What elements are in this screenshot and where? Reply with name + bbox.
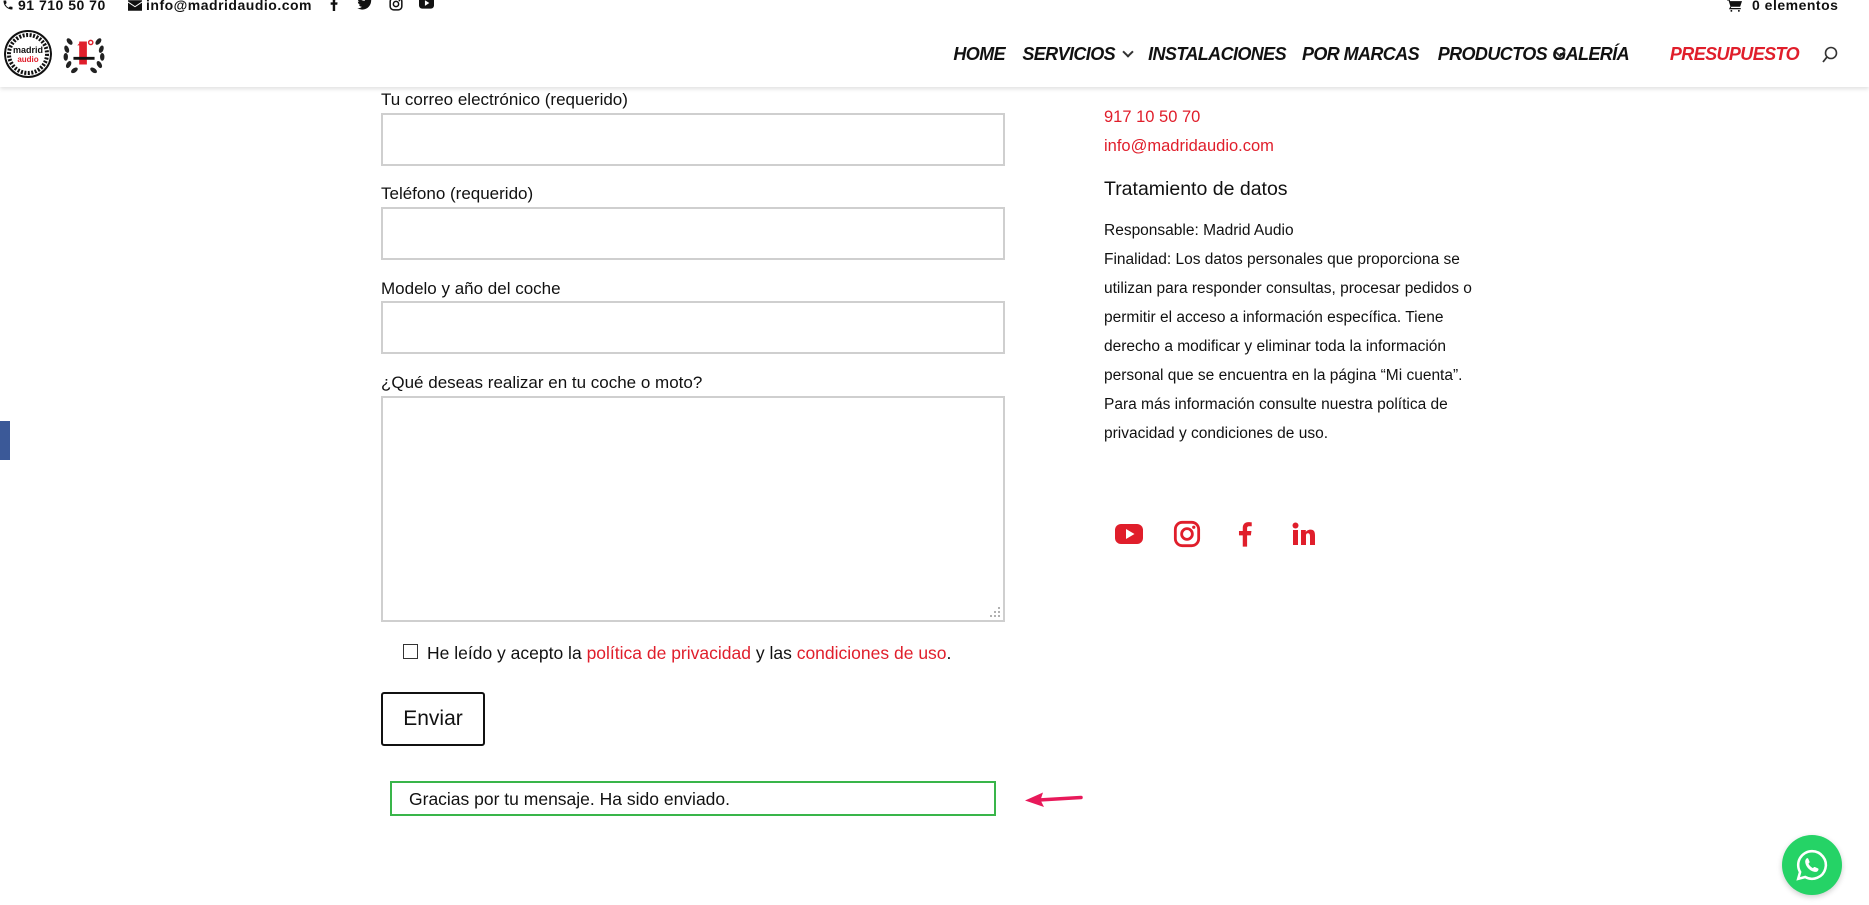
svg-text:madrid: madrid [12,45,44,55]
youtube-icon [419,0,434,9]
submit-button[interactable]: Enviar [381,692,485,746]
success-message: Gracias por tu mensaje. Ha sido enviado. [390,781,996,816]
resize-handle-icon[interactable] [989,606,1001,618]
email-field[interactable] [381,113,1005,166]
youtube-icon [1115,524,1143,544]
nav-instalaciones[interactable]: INSTALACIONES [1148,44,1286,64]
email-label: Tu correo electrónico (requerido) [381,90,628,109]
phone-label: Teléfono (requerido) [381,184,534,203]
cart-count: 0 elementos [1752,0,1839,13]
whatsapp-chat-button[interactable] [1782,835,1842,895]
data-treatment-text [1104,216,1476,448]
top-phone[interactable] [2,0,106,13]
svg-text:audio: audio [17,55,39,64]
consent-row [403,643,951,664]
facebook-icon [1238,521,1252,547]
facebook-icon [330,0,338,11]
responsible-text: Responsable: Madrid Audio [1104,222,1294,239]
nav-productos-label: PRODUCTOS [1437,44,1547,64]
nav-galeria[interactable]: GALERÍA [1552,44,1629,64]
top-email-text: info@madridaudio.com [146,0,312,13]
top-email[interactable] [128,0,312,13]
cart-icon [1727,0,1742,12]
top-twitter[interactable] [357,0,373,10]
facebook-side-tab[interactable] [0,421,10,460]
site-header [0,0,1869,87]
nav-productos[interactable] [1438,44,1564,65]
top-instagram[interactable] [389,0,403,11]
social-youtube[interactable] [1109,514,1149,554]
instagram-icon [389,0,403,11]
twitter-icon [357,0,373,10]
top-facebook[interactable] [330,0,338,11]
nav-servicios-label: SERVICIOS [1022,44,1115,64]
purpose-text: Finalidad: Los datos personales que proporciona se utilizan para responder consultas, procesar pedidos o permitir el acceso a información específica. Tiene derecho a modificar y eliminar toda la información personal que se encuentra en la página “Mi cuenta”. Para más información consulte nuestra política de privacidad y condiciones de uso. [1104,251,1472,442]
nav-presupuesto[interactable]: PRESUPUESTO [1669,44,1799,64]
phone-icon [2,0,14,11]
envelope-icon [128,0,142,11]
phone-field[interactable] [381,207,1005,260]
sidebar-email-link[interactable]: info@madridaudio.com [1104,137,1274,155]
social-instagram[interactable] [1167,514,1207,554]
nav-servicios[interactable] [1022,44,1132,65]
top-phone-text: 91 710 50 70 [18,0,106,13]
message-label: ¿Qué deseas realizar en tu coche o moto? [381,373,703,392]
message-textarea[interactable] [381,396,1005,622]
social-linkedin[interactable] [1284,514,1324,554]
top-youtube[interactable] [419,0,434,9]
consent-suffix: . [946,643,952,663]
consent-middle: y las [755,643,792,663]
car-model-field[interactable] [381,301,1005,354]
search-icon [1822,46,1838,64]
top-cart[interactable] [1727,0,1838,13]
site-logo[interactable] [4,29,108,79]
instagram-icon [1173,520,1201,548]
consent-checkbox[interactable] [403,644,418,659]
top-bar [0,0,1869,14]
madrid-audio-logo-icon [4,29,52,79]
chevron-down-icon [1122,46,1133,57]
data-treatment-title: Tratamiento de datos [1104,178,1288,200]
nav-home[interactable]: HOME [953,44,1005,64]
award-laurel-icon [60,29,108,79]
linkedin-icon [1292,522,1316,546]
consent-prefix: He leído y acepto la [427,643,582,663]
car-model-label: Modelo y año del coche [381,279,561,298]
nav-search[interactable] [1822,46,1838,69]
arrow-annotation-icon [1023,788,1083,808]
whatsapp-icon [1795,848,1829,882]
social-facebook[interactable] [1225,514,1265,554]
nav-por-marcas[interactable]: POR MARCAS [1301,44,1419,64]
sidebar-phone-link[interactable]: 917 10 50 70 [1104,108,1201,126]
terms-link[interactable]: condiciones de uso [796,643,947,663]
privacy-policy-link[interactable]: política de privacidad [586,643,751,663]
